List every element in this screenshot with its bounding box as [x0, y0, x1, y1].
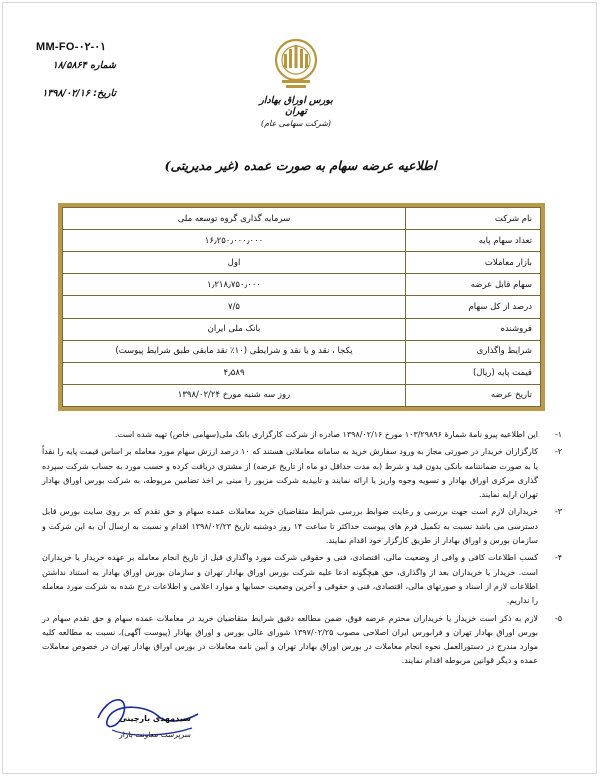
condition-text: خریداران لازم است جهت بررسی و رعایت ضوابط بررسی شرایط متقاضیان خرید معاملات عمده سهام و حق تقدم که بر روی سایت بورس قابل دسترسی می باشد نسبت به تکمیل فرم های پیوست حداکثر تا ساعت ۱۴ روز دوشنبه تاریخ ۱۳۹۸/۰۲/۲۳ اقدام و نسبت به ارسال آن به این شرکت و سازمان بورس و اوراق بهادار از طریق کارگزار خود اقدام نمایند. — [42, 507, 538, 546]
document-date: تاریخ: ۱۳۹۸/۰۲/۱۶ — [42, 87, 116, 99]
condition-text: کارگزاران خریدار در صورتی مجاز به ورود سفارش خرید به سامانه معاملاتی هستند که ۱۰ درصد ارزش سهام مورد معامله بر اساس قیمت پایه را نقداً یا به صورت ضمانتنامه بانکی بدون قید و شرط (به مدت حداقل دو ماه از تاریخ عرضه) از مشتری دریافت کرده و حسب مورد به حساب شرکت سپرده گذاری مرکزی اوراق بهادار و تسویه وجوه واریز یا ارائه نمایند و تاییدیه شرکت مزبور را مبنی بر اخذ تضامین مربوطه، به شرکت بورس اوراق بهادار تهران ارایه نمایند. — [42, 447, 539, 500]
row-value: یکجا ، نقد و یا نقد و شرایطی (۱۰٪ نقد مابقی طبق شرایط پیوست) — [63, 340, 406, 362]
condition-item — [42, 612, 562, 669]
condition-text: کسب اطلاعات کافی و وافی از وضعیت مالی، اقتصادی، فنی و حقوقی شرکت مورد واگذاری قبل از تاریخ انجام معامله بر عهده خریدار یا خریداران است. خریدار یا خریداران بعد از واگذاری، حق هیچگونه ادعا علیه شرکت بورس اوراق بهادار تهران و سازمان بورس اوراق بهادار به استناد نداشتن اطلاعات لازم از اسناد و صورتهای مالی، اقتصادی، فنی و حقوقی و آخرین وضعیت حسابها و موارد اعلامی و اطلاعات درج شده به شرکت مورد معامله را نداریم. — [42, 553, 538, 606]
condition-number: ۱- — [554, 430, 562, 439]
row-label: سهام قابل عرضه — [406, 274, 541, 296]
table-row — [63, 296, 541, 318]
row-label: قیمت پایه (ریال) — [406, 362, 541, 384]
table-row — [63, 252, 541, 274]
row-value: بانک ملی ایران — [63, 318, 406, 340]
signatory-title: سرپرست معاونت بازار — [119, 730, 191, 739]
row-label: فروشنده — [406, 318, 541, 340]
condition-item — [42, 445, 562, 502]
row-value: سرمایه گذاری گروه توسعه ملی — [63, 208, 406, 230]
condition-text: لازم به ذکر است خریدار یا خریداران محترم عرضه فوق، ضمن مطالعه دقیق شرایط متقاضیان خرید در معاملات عمده سهام و حق تقدم سهام در بورس اوراق بهادار تهران و فرابورس ایران اصلاحی مصوب ۱۳۹۷/۰۲/۲۵ شورای عالی بورس و اوراق بهادار (پیوست آگهی)، نسبت به مطالعه کلیه موارد مندرج در دستورالعمل نحوه انجام معاملات در بورس اوراق بهادار تهران و آیین نامه معاملات در بورس اوراق بهادار تهران در خصوص معاملات عمده و دیگر قوانین مربوطه اقدام نمایند. — [42, 613, 539, 666]
row-value: اول — [63, 252, 406, 274]
row-value: روز سه شنبه مورخ ۱۳۹۸/۰۲/۲۴ — [63, 384, 406, 406]
conditions-list — [42, 428, 562, 672]
row-label: تعداد سهام پایه — [406, 230, 541, 252]
condition-number: ۲- — [554, 447, 562, 457]
condition-item — [42, 551, 562, 608]
condition-number: ۴- — [554, 553, 562, 563]
condition-item — [42, 505, 562, 548]
row-value: ۴٫۵۸۹ — [63, 362, 406, 384]
signatory-name: سیدمهدی بارچینی — [119, 714, 191, 723]
page-title: اطلاعیه عرضه سهام به صورت عمده (غیر مدیریتی) — [164, 158, 437, 173]
row-value: ۷/۵ — [63, 296, 406, 318]
row-label: درصد از کل سهام — [406, 296, 541, 318]
condition-text: این اطلاعیه پیرو نامۀ شمارۀ ۱۰۳/۲۹۸۹۶ مورخ ۱۳۹۸/۰۲/۱۶ صادره از شرکت کارگزاری بانک ملی(سهامی خاص) تهیه شده است. — [114, 430, 538, 439]
tse-logo-icon — [272, 36, 320, 92]
table-row — [63, 340, 541, 362]
row-value: ۱۶٫۲۵۰٫۰۰۰٫۰۰۰ — [63, 230, 406, 252]
condition-number: ۵- — [554, 613, 562, 623]
row-label: تاریخ عرضه — [406, 384, 541, 406]
offering-info-table-frame — [58, 203, 545, 411]
org-subtitle: (شرکت سهامی عام) — [260, 119, 332, 128]
table-row — [63, 384, 541, 406]
condition-number: ۳- — [554, 507, 562, 517]
table-row — [63, 230, 541, 252]
org-logo-block — [255, 36, 337, 128]
row-label: بازار معاملات — [406, 252, 541, 274]
offering-info-table — [62, 207, 541, 407]
row-label: شرایط واگذاری — [406, 340, 541, 362]
table-row — [63, 318, 541, 340]
row-value: ۱٫۲۱۸٫۷۵۰٫۰۰۰ — [63, 274, 406, 296]
condition-item — [42, 428, 562, 442]
table-row — [63, 208, 541, 230]
table-row — [63, 274, 541, 296]
document-code: MM-FO-۰۲-۰۱ — [36, 41, 107, 53]
table-row — [63, 362, 541, 384]
org-name: بورس اوراق بهادار تهران — [259, 95, 333, 117]
document-meta — [36, 42, 146, 98]
row-label: نام شرکت — [406, 208, 541, 230]
document-number: شماره ۱۸/۵۸۶۴ — [52, 60, 116, 71]
